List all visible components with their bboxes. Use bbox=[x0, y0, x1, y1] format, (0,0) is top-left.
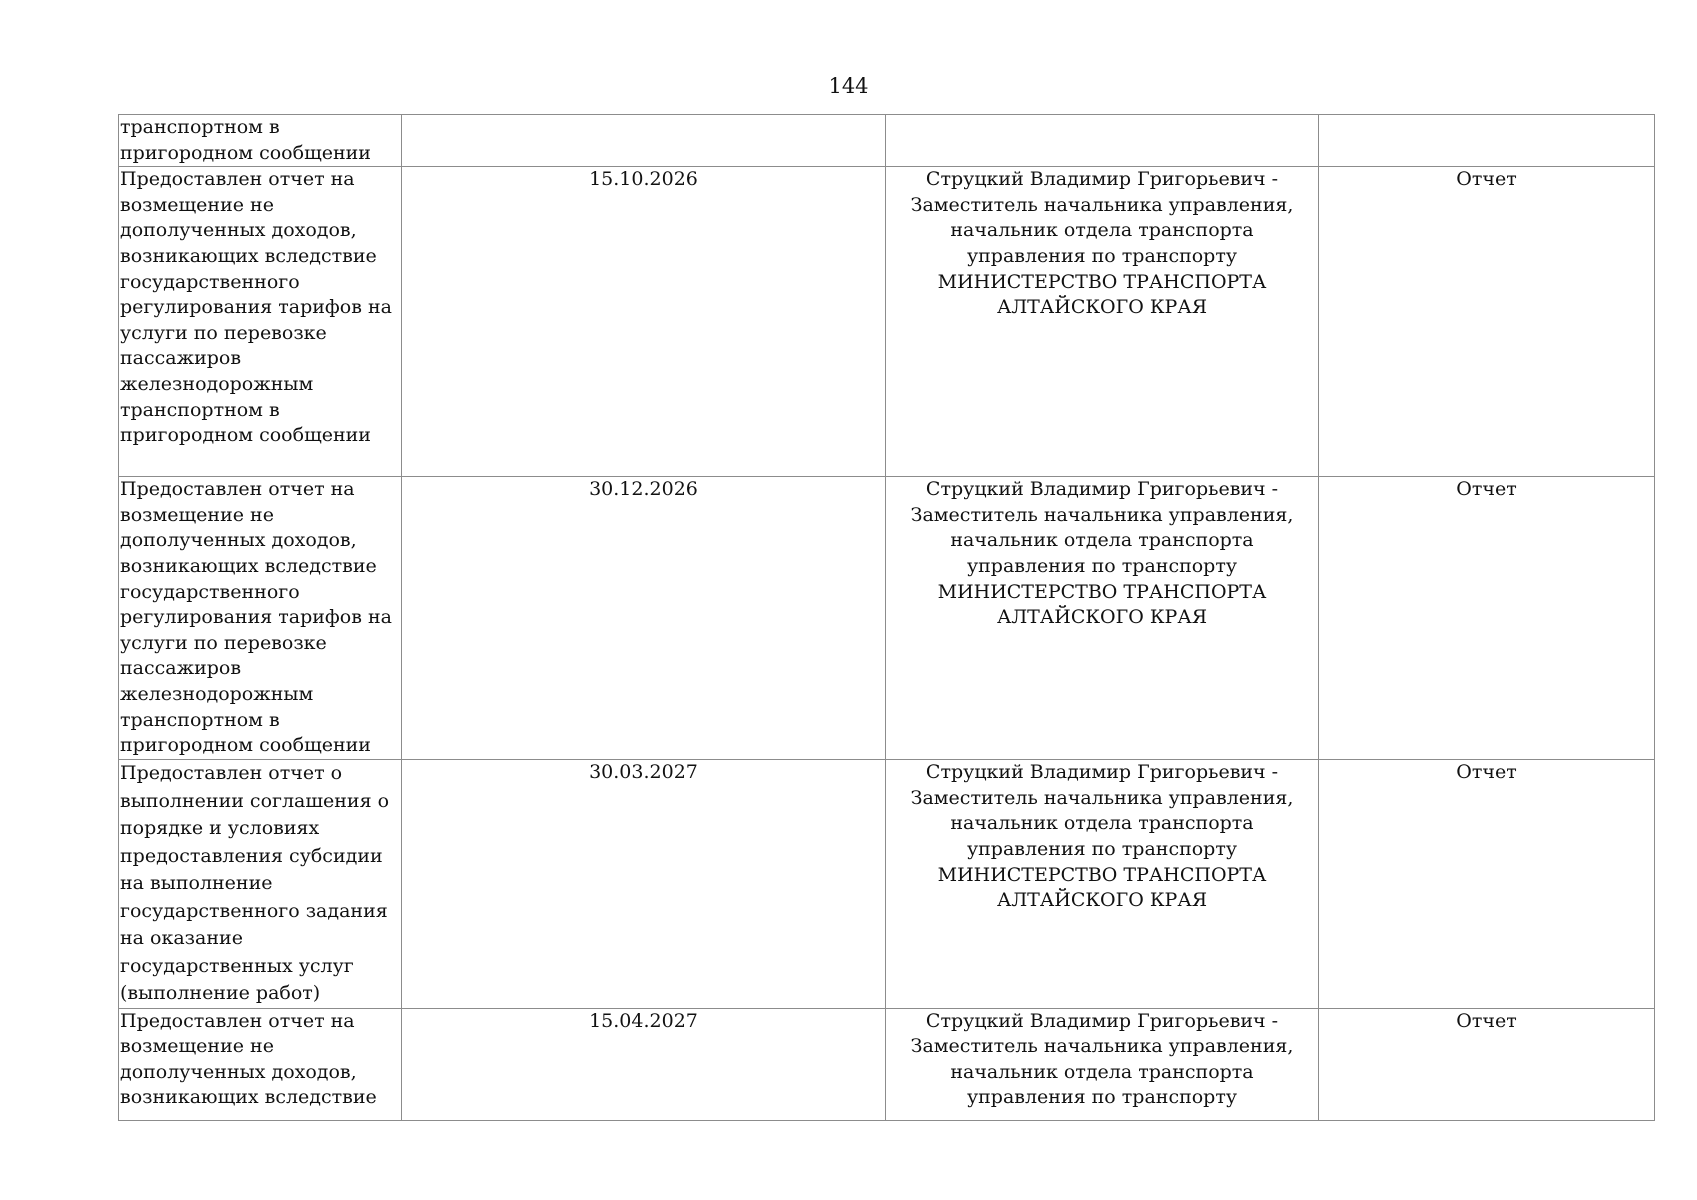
date-cell: 15.04.2027 bbox=[402, 1008, 886, 1120]
responsible-person: Струцкий Владимир Григорьевич - bbox=[925, 478, 1279, 501]
responsible-person: Струцкий Владимир Григорьевич - bbox=[925, 168, 1279, 191]
responsible-cell bbox=[886, 760, 1319, 1009]
result-cell: Отчет bbox=[1319, 760, 1655, 1009]
table-row bbox=[119, 477, 1655, 760]
event-cell: Предоставлен отчет на возмещение не дополученных доходов, возникающих вследствие государственного регулирования тарифов на услуги по перевозке пассажиров железнодорожным транспортном в пригородном сообщении bbox=[119, 167, 402, 477]
control-points-table bbox=[118, 114, 1655, 1121]
result-cell: Отчет bbox=[1319, 167, 1655, 477]
table-row bbox=[119, 760, 1655, 1009]
responsible-person: Струцкий Владимир Григорьевич - bbox=[925, 1009, 1279, 1032]
responsible-position: Заместитель начальника управления, начальник отдела транспорта управления по транспорту bbox=[910, 503, 1294, 577]
table-row bbox=[119, 1008, 1655, 1120]
responsible-position: Заместитель начальника управления, начальник отдела транспорта управления по транспорту bbox=[910, 1035, 1294, 1109]
responsible-cell bbox=[886, 1008, 1319, 1120]
date-cell: 30.03.2027 bbox=[402, 760, 886, 1009]
responsible-organization: МИНИСТЕРСТВО ТРАНСПОРТА АЛТАЙСКОГО КРАЯ bbox=[937, 580, 1267, 629]
table-row bbox=[119, 115, 1655, 167]
responsible-person: Струцкий Владимир Григорьевич - bbox=[925, 761, 1279, 784]
event-cell: Предоставлен отчет на возмещение не дополученных доходов, возникающих вследствие государственного регулирования тарифов на услуги по перевозке пассажиров железнодорожным транспортном в пригородном сообщении bbox=[119, 477, 402, 760]
responsible-organization: МИНИСТЕРСТВО ТРАНСПОРТА АЛТАЙСКОГО КРАЯ bbox=[937, 863, 1267, 912]
event-cell: Предоставлен отчет на возмещение не дополученных доходов, возникающих вследствие bbox=[119, 1008, 402, 1120]
event-cell: транспортном в пригородном сообщении bbox=[119, 115, 402, 167]
date-cell bbox=[402, 115, 886, 167]
date-cell: 15.10.2026 bbox=[402, 167, 886, 477]
date-cell: 30.12.2026 bbox=[402, 477, 886, 760]
page-number: 144 bbox=[828, 74, 869, 98]
result-cell: Отчет bbox=[1319, 477, 1655, 760]
event-cell: Предоставлен отчет о выполнении соглашения о порядке и условиях предоставления субсидии на выполнение государственного задания на оказание государственных услуг (выполнение работ) bbox=[119, 760, 402, 1009]
responsible-cell bbox=[886, 115, 1319, 167]
responsible-position: Заместитель начальника управления, начальник отдела транспорта управления по транспорту bbox=[910, 786, 1294, 860]
responsible-cell bbox=[886, 167, 1319, 477]
responsible-organization: МИНИСТЕРСТВО ТРАНСПОРТА АЛТАЙСКОГО КРАЯ bbox=[937, 270, 1267, 319]
responsible-cell bbox=[886, 477, 1319, 760]
result-cell: Отчет bbox=[1319, 1008, 1655, 1120]
result-cell bbox=[1319, 115, 1655, 167]
table-row bbox=[119, 167, 1655, 477]
responsible-position: Заместитель начальника управления, начальник отдела транспорта управления по транспорту bbox=[910, 193, 1294, 267]
